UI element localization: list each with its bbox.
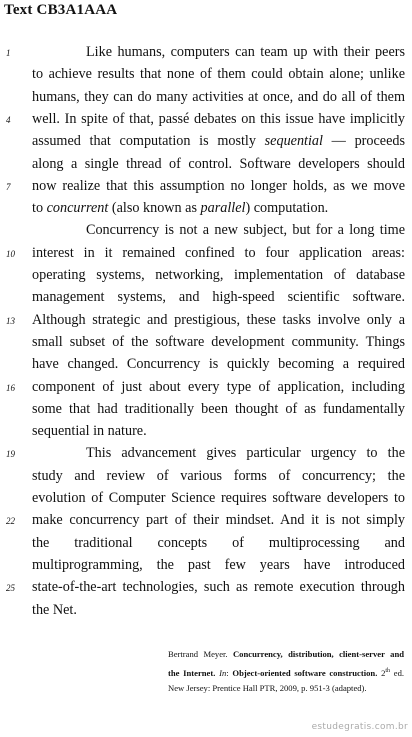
- line-number: 10: [6, 248, 15, 259]
- text-segment: operating systems, networking, implementation of database: [32, 267, 405, 283]
- text-segment: small subset of the software development community. Things: [32, 333, 405, 350]
- text-line: [32, 64, 405, 84]
- text-line: [32, 555, 405, 575]
- text-segment: ) computation.: [245, 200, 329, 217]
- text-segment: ed.: [390, 667, 404, 678]
- text-line: [32, 109, 405, 129]
- text-segment: Like humans, computers can team up with their peers: [86, 44, 405, 60]
- text-segment: along a single thread of control. Software developers should: [32, 155, 405, 172]
- text-segment: (also known as: [108, 200, 201, 217]
- text-segment: Concurrency is not a new subject, but for a long time: [86, 222, 405, 239]
- line-number: 25: [6, 583, 15, 594]
- text-segment: concurrent: [46, 200, 109, 217]
- text-segment: :: [226, 667, 233, 678]
- citation-line: [168, 682, 404, 695]
- text-segment: the Internet.: [168, 667, 216, 678]
- text-line: [32, 265, 405, 285]
- text-segment: evolution of Computer Science requires software developers to: [32, 490, 405, 506]
- text-segment: assumed that computation is mostly: [32, 133, 265, 150]
- text-segment: Object-oriented software construction.: [232, 667, 378, 678]
- line-number: 4: [6, 114, 11, 125]
- text-line: [32, 131, 405, 151]
- text-segment: parallel: [200, 200, 246, 217]
- text-segment: to: [32, 200, 47, 217]
- line-number: 19: [6, 449, 15, 460]
- text-segment: have changed. Concurrency is quickly becoming a required: [32, 356, 405, 373]
- text-line: [32, 332, 405, 352]
- text-segment: now realize that this assumption no longer holds, as we move: [32, 177, 405, 194]
- text-segment: This advancement gives particular urgency to the: [86, 445, 405, 462]
- text-line: [32, 577, 405, 597]
- text-line: [32, 399, 405, 419]
- text-segment: to achieve results that none of them could obtain alone; unlike: [32, 66, 405, 83]
- text-segment: management systems, and high-speed scientific software.: [32, 289, 405, 306]
- text-line: [32, 243, 405, 263]
- text-line: [32, 176, 405, 196]
- text-line: [32, 443, 405, 463]
- text-segment: well. In spite of that, passé debates on this issue have implicitly: [32, 110, 405, 127]
- text-line: [32, 510, 405, 530]
- line-number: 13: [6, 315, 15, 326]
- text-line: [32, 198, 405, 218]
- text-segment: interest in it remained confined to four application areas:: [32, 244, 405, 261]
- line-number: 1: [6, 48, 11, 58]
- text-segment: Although strategic and prestigious, these tasks involve only a: [32, 311, 405, 328]
- text-segment: state-of-the-art technologies, such as remote execution through: [32, 579, 405, 596]
- text-line: [32, 310, 405, 330]
- text-segment: In: [219, 667, 227, 678]
- text-line: [32, 354, 405, 374]
- text-line: [32, 600, 405, 620]
- text-segment: sequential in nature.: [32, 423, 147, 440]
- text-segment: New Jersey: Prentice Hall PTR, 2009, p. 951-3 (adapted).: [168, 683, 367, 693]
- text-segment: sequential: [264, 133, 323, 150]
- text-line: [32, 154, 405, 174]
- text-segment: study and review of various forms of concurrency; the: [32, 467, 405, 484]
- text-segment: humans, they can do many activities at once, and do all of them: [32, 88, 405, 105]
- text-segment: — proceeds: [322, 133, 405, 150]
- text-segment: the traditional concepts of multiprocessing and: [32, 534, 405, 551]
- text-segment: 2: [377, 667, 386, 678]
- text-segment: the Net.: [32, 601, 77, 618]
- citation-line: [168, 665, 404, 678]
- text-line: [32, 87, 405, 107]
- line-number: 22: [6, 516, 15, 527]
- text-segment: make concurrency part of their mindset. And it is not simply: [32, 512, 405, 529]
- text-segment: multiprogramming, the past few years have introduced: [32, 556, 405, 573]
- text-line: [32, 533, 405, 553]
- text-line: [32, 377, 405, 397]
- text-segment: component of just about every type of application, including: [32, 378, 405, 395]
- text-line: [32, 466, 405, 486]
- text-line: [32, 220, 405, 240]
- text-segment: some that had traditionally been thought of as fundamentally: [32, 400, 405, 417]
- line-number: 16: [6, 382, 15, 393]
- text-line: [32, 42, 405, 62]
- text-segment: Concurrency, distribution, client-server and: [232, 649, 404, 659]
- watermark: estudegratis.com.br: [311, 722, 408, 732]
- text-line: [32, 488, 405, 508]
- line-number: 7: [6, 181, 11, 192]
- text-line: [32, 287, 405, 307]
- document-title: Text CB3A1AAA: [4, 2, 118, 18]
- text-line: [32, 421, 405, 441]
- text-segment: Bertrand Meyer.: [168, 649, 233, 659]
- citation-line: [168, 648, 404, 661]
- text-segment: th: [385, 668, 391, 674]
